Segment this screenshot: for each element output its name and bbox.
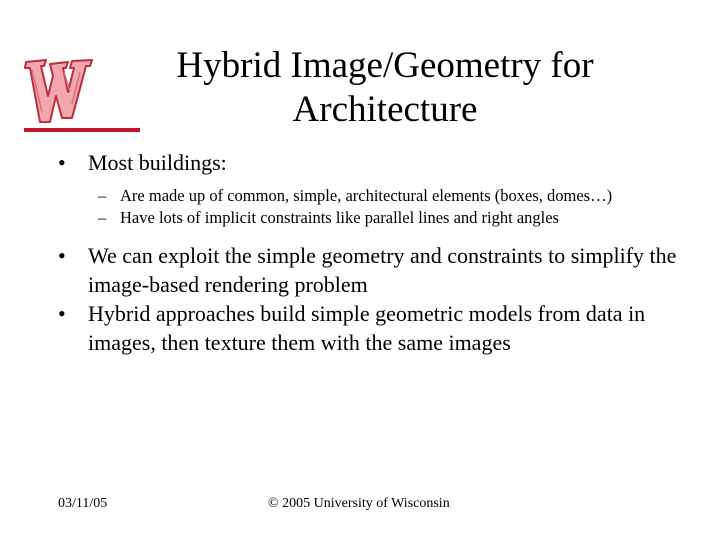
bullet-item xyxy=(58,241,698,299)
sub-bullet-text: Have lots of implicit constraints like parallel lines and right angles xyxy=(120,208,559,227)
bullet-text: Hybrid approaches build simple geometric models from data in images, then texture them with the same images xyxy=(88,301,646,355)
sub-bullet-item xyxy=(58,185,698,207)
bullet-item xyxy=(58,148,698,177)
bullet-marker: • xyxy=(58,150,66,175)
bullet-item xyxy=(58,299,698,357)
footer-copyright: © 2005 University of Wisconsin xyxy=(268,496,450,511)
sub-bullet-marker: – xyxy=(98,208,107,227)
sub-bullet-text: Are made up of common, simple, architectural elements (boxes, domes…) xyxy=(120,186,613,205)
bullet-marker: • xyxy=(58,243,66,268)
title-accent-rule xyxy=(24,128,140,132)
slide-body xyxy=(58,148,698,357)
bullet-marker: • xyxy=(58,301,66,326)
bullet-text: We can exploit the simple geometry and constraints to simplify the image-based rendering problem xyxy=(88,243,677,297)
slide-title xyxy=(140,44,630,132)
footer-date: 03/11/05 xyxy=(58,496,108,511)
bullet-text: Most buildings: xyxy=(88,150,227,175)
sub-bullet-item xyxy=(58,207,698,229)
university-w-logo-icon xyxy=(20,52,96,130)
slide-title-line-1: Hybrid Image/Geometry for xyxy=(176,45,594,86)
sub-bullet-marker: – xyxy=(98,186,107,205)
slide-title-line-2: Architecture xyxy=(292,89,478,130)
